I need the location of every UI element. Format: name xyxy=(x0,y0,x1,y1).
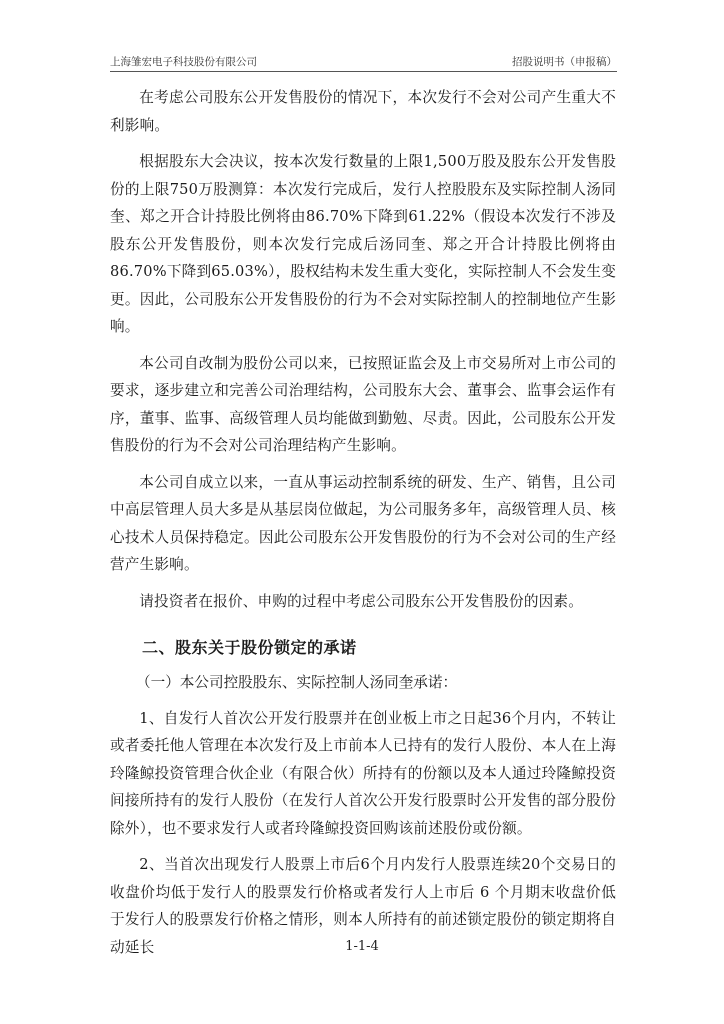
section-heading: 二、股东关于股份锁定的承诺 xyxy=(142,638,357,657)
paragraph-investor-notice: 请投资者在报价、申购的过程中考虑公司股东公开发售股份的因素。 xyxy=(139,592,584,610)
header-document-title: 招股说明书（申报稿） xyxy=(512,56,617,68)
paragraph-lockup-commitment-2: 2、当首次出现发行人股票上市后6个月内发行人股票连续20个交易日的收盘价均低于发行人的股票发行价格或者发行人上市后 6 个月期末收盘价低于发行人的股票发行价格之情形，则本人所持有的前述锁定股份的锁定期将自动延长 xyxy=(110,856,616,956)
page-header xyxy=(110,54,617,70)
subsection-heading: （一）本公司控股股东、实际控制人汤同奎承诺： xyxy=(136,674,458,691)
paragraph-impact-summary: 在考虑公司股东公开发售股份的情况下，本次发行不会对公司产生重大不利影响。 xyxy=(110,89,616,134)
paragraph-operations-stability: 本公司自成立以来，一直从事运动控制系统的研发、生产、销售，且公司中高层管理人员大多是从基层岗位做起，为公司服务多年，高级管理人员、核心技术人员保持稳定。因此公司股东公开发售股份的行为不会对公司的生产经营产生影响。 xyxy=(110,473,616,573)
header-company-name: 上海雏宏电子科技股份有限公司 xyxy=(110,56,257,68)
paragraph-lockup-commitment-1: 1、自发行人首次公开发行股票并在创业板上市之日起36个月内，不转让或者委托他人管理在本次发行及上市前本人已持有的发行人股份、本人在上海玲隆鲸投资管理合伙企业（有限合伙）所持有的份额以及本人通过玲隆鲸投资间接所持有的发行人股份（在发行人首次公开发行股票时公开发售的部分股份除外），也不要求发行人或者玲隆鲸投资回购该前述股份或份额。 xyxy=(110,709,616,837)
paragraph-governance-structure: 本公司自改制为股份公司以来，已按照证监会及上市交易所对上市公司的要求，逐步建立和完善公司治理结构，公司股东大会、董事会、监事会运作有序，董事、监事、高级管理人员均能做到勤勉、尽责。因此，公司股东公开发售股份的行为不会对公司治理结构产生影响。 xyxy=(110,354,616,454)
document-body xyxy=(110,84,616,970)
page-number: 1-1-4 xyxy=(345,939,379,954)
paragraph-shareholding-calculation: 根据股东大会决议，按本次发行数量的上限1,500万股及股东公开发售股份的上限750万股测算：本次发行完成后，发行人控股股东及实际控制人汤同奎、郑之开合计持股比例将由86.70%下降到61.22%（假设本次发行不涉及股东公开发售股份，则本次发行完成后汤同奎、郑之开合计持股比例将由86.70%下降到65.03%），股权结构未发生重大变化，实际控制人不会发生变更。因此，公司股东公开发售股份的行为不会对实际控制人的控制地位产生影响。 xyxy=(110,153,616,335)
header-divider xyxy=(110,71,617,72)
